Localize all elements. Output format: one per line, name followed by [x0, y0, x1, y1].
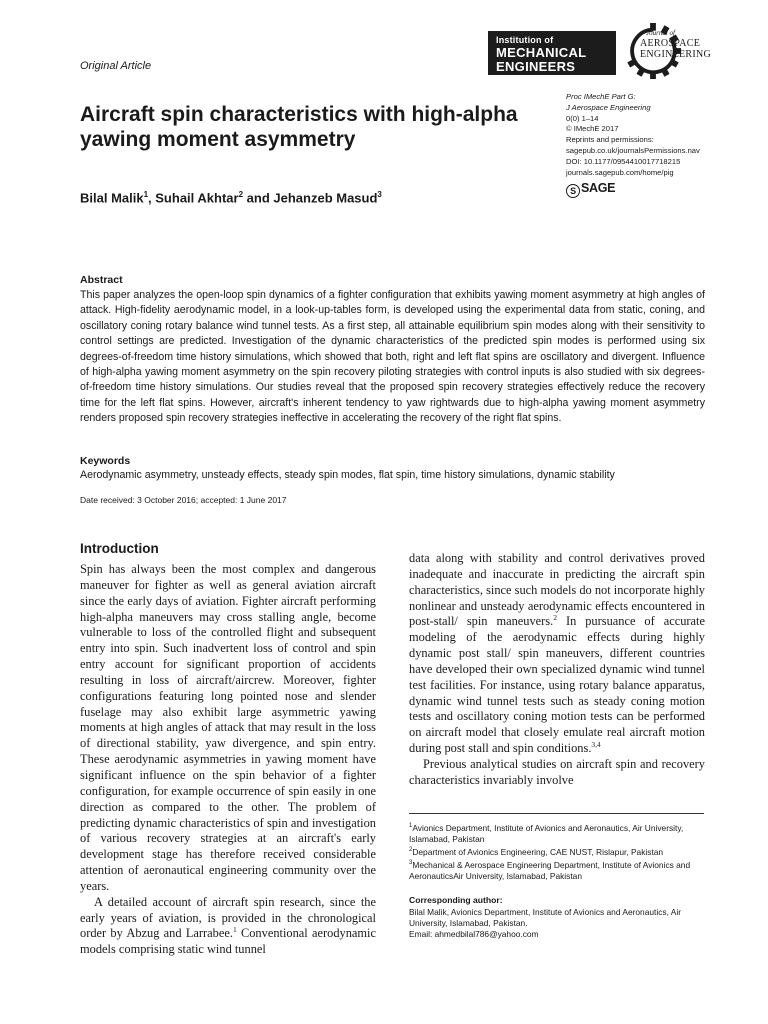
journal-name-line: J Aerospace Engineering	[566, 102, 651, 112]
author-list	[80, 190, 382, 205]
corresponding-author-address: Bilal Malik, Avionics Department, Institute of Avionics and Aeronautics, Air University, Islamabad, Pakistan.	[409, 907, 682, 929]
body-paragraph: Previous analytical studies on aircraft spin and recovery characteristics invariably involve	[409, 756, 705, 787]
sage-logo	[566, 181, 615, 198]
author-separator: and	[243, 190, 274, 206]
imeche-logo	[488, 31, 616, 75]
journal-metadata	[566, 92, 736, 178]
journal-logo-line3: ENGINEERING	[640, 48, 712, 60]
citation-reference[interactable]: 2	[553, 613, 557, 623]
journal-homepage-link[interactable]: journals.sagepub.com/home/pig	[566, 167, 674, 177]
article-type-label: Original Article	[80, 60, 152, 72]
footnote-divider	[409, 813, 704, 814]
affiliations	[409, 821, 709, 882]
body-paragraph: Spin has always been the most complex and dangerous maneuver for fighter as well as general aviation aircraft since the early days of aviation. Fighter aircraft performing high-alpha maneuvers may cross stalling angle, become vulnerable to loss of the controlled flight and subsequent entry into spin. Such inadvertent loss of control and spin entry account for significant proportion of accidents resulting in loss of aircraft/aircrew. Moreover, fighter configurations featuring long pointed nose and slender fuselage may also exhibit large asymmetric yawing moments at high angles of attack that may result in the loss of directional stability, yaw divergence, and spin entry. These aerodynamic asymmetries in yawing moment have significant influence on the spin behavior of a fighter configuration, for example occurrence of spin easily in one direction as compared to the other. The problem of predicting dynamic characteristics of spin and investigation of various recovery strategies at an aircraft's early development stage has therefore received considerable attention of aeronautical engineering community over the years.	[80, 562, 376, 893]
corresponding-author-details	[409, 907, 709, 941]
imeche-logo-line1: Institution of	[496, 35, 554, 45]
reprints-label: Reprints and permissions:	[566, 135, 654, 145]
imeche-logo-line3: ENGINEERS	[496, 59, 576, 74]
body-text: A detailed account of aircraft spin research, since the early years of aviation, is provided in the chronological order by Abzug and Larrabee.	[80, 894, 376, 941]
affiliation-number: 1	[409, 823, 413, 829]
abstract-text: This paper analyzes the open-loop spin dynamics of a fighter configuration that exhibits yawing moment asymmetry at high angles of attack. High-fidelity aerodynamic model, in a look-up-tables form, is developed using the experimental data from static, coning, and oscillatory coning rotary balance wind tunnel tests. As a first step, all attainable equilibrium spin modes along with their sensitivity to control settings are predicted. Investigation of the dynamic characteristics of the predicted spin modes is performed using six degrees-of-freedom time history simulations, which showed that both, right and left flat spins are oscillatory and divergent. Influence of high-alpha yawing moment asymmetry on the spin recovery piloting strategies with control inputs is also studied with six degrees-of-freedom time history simulations. Our studies reveal that the proposed spin recovery strategies effectively reduce the recovery time for the left flat spins. However, aircraft's inherent tendency to yaw rightwards due to high-alpha yawing moment asymmetry renders proposed spin recovery strategies ineffective in accelerating the recovery of the right flat spins.	[80, 289, 705, 425]
body-text: Conventional aerodynamic models comprising static wind tunnel	[80, 926, 376, 957]
affiliation-entry	[409, 845, 709, 858]
affiliation-entry	[409, 858, 709, 882]
author-name: Jehanzeb Masud	[273, 190, 378, 206]
affiliation-entry	[409, 821, 709, 845]
author-affiliation-mark: 1	[143, 190, 149, 199]
corresponding-author-email[interactable]: Email: ahmedbilal786@yahoo.com	[409, 929, 539, 940]
keywords-heading: Keywords	[80, 455, 131, 467]
citation-reference[interactable]: 3,4	[591, 740, 601, 749]
affiliation-text: Avionics Department, Institute of Avionics and Aeronautics, Air University, Islamabad, Pakistan	[409, 822, 684, 844]
affiliation-number: 2	[409, 847, 413, 854]
body-column-left	[80, 562, 376, 958]
journal-name-line: Proc IMechE Part G:	[566, 92, 636, 101]
corresponding-author-heading: Corresponding author:	[409, 895, 503, 905]
doi[interactable]: DOI: 10.1177/0954410017718215	[566, 156, 681, 166]
sage-logo-text: SAGE	[581, 181, 616, 195]
author-affiliation-mark: 2	[238, 190, 244, 199]
received-accepted-dates: Date received: 3 October 2016; accepted: 1 June 2017	[80, 495, 287, 505]
affiliation-text: Mechanical & Aerospace Engineering Department, Institute of Avionics and AeronauticsAir University, Islamabad, Pakistan	[409, 860, 691, 882]
permissions-link[interactable]: sagepub.co.uk/journalsPermissions.nav	[566, 145, 700, 155]
paper-title: Aircraft spin characteristics with high-alpha yawing moment asymmetry	[80, 103, 518, 151]
keywords-text: Aerodynamic asymmetry, unsteady effects, steady spin modes, flat spin, time history simulations, dynamic stability	[80, 469, 615, 481]
author-name: Suhail Akhtar	[155, 190, 239, 206]
body-text: In pursuance of accurate modeling of the aerodynamic effects during highly dynamic post stall/ spin maneuvers, different countries have developed their own specialized dynamic wind tunnel test facilities. For instance, using rotary balance apparatus, dynamic wind tunnel tests such as steady coning motion tests and oscillatory coning motion tests can be performed on aircraft model that closely emulate real aircraft motion during post stall and spin conditions.	[409, 614, 705, 756]
affiliation-text: Department of Avionics Engineering, CAE NUST, Rislapur, Pakistan	[412, 847, 664, 857]
body-paragraph	[409, 551, 705, 757]
body-column-right	[409, 551, 705, 789]
citation-reference[interactable]: 1	[232, 925, 237, 935]
author-affiliation-mark: 3	[377, 190, 382, 199]
body-paragraph	[80, 895, 376, 958]
journal-logo	[640, 30, 711, 60]
section-heading-introduction: Introduction	[80, 541, 159, 556]
copyright: © IMechE 2017	[566, 124, 619, 134]
affiliation-number: 3	[409, 860, 413, 867]
abstract-heading: Abstract	[80, 274, 123, 286]
body-text: data along with stability and control derivatives proved inadequate and inaccurate in predicting the aircraft spin characteristics, since such models do not incorporate highly nonlinear and unsteady aerodynamic effects encountered in post-stall/ spin maneuvers.	[409, 551, 705, 629]
author-separator: ,	[148, 190, 156, 206]
imeche-logo-line2: MECHANICAL	[496, 45, 587, 60]
author-name: Bilal Malik	[80, 190, 144, 206]
journal-logo-line2: AEROSPACE	[640, 37, 701, 49]
sage-mark-icon: S	[566, 184, 580, 198]
volume-pages: 0(0) 1–14	[566, 113, 599, 123]
journal-logo-line1: Journal of	[646, 29, 675, 37]
